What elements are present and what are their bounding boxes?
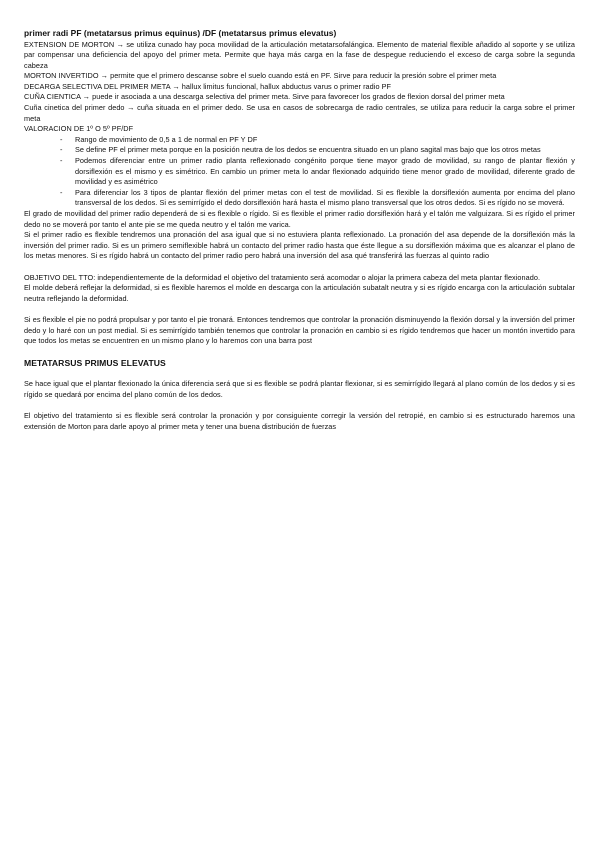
document-page bbox=[24, 28, 575, 432]
paragraph-flexible-radius: Si el primer radio es flexible tendremos una pronación del asa igual que si no estuviera planta reflexionado. La pronación del asa depende de la dorsiflexión más la inversión del primer radio. Si es un primero semiflexible habrá un contacto del primer radio hasta que éste llegue a su dorsiflexión máxima que es alcanzar el plano de los metas menores. Si es rígido habrá un contacto del primer radio pero habrá una inversión del asa qué transferirá las fuerzas al quinto radio bbox=[24, 230, 575, 261]
list-item: - Podemos diferenciar entre un primer radio planta reflexionado congénito porque tiene mayor grado de movilidad, su rango de plantar flexión y dorsiflexión es el mismo y es simétrico. En cambio un primer meta lo andar flexionado adquirido tiene menor grado de movilidad, diferente grado de movilidad y es asimétrico bbox=[24, 156, 575, 188]
paragraph-pronation-control: Si es flexible el pie no podrá propulsar y por tanto el pie tronará. Entonces tendremos que controlar la pronación disminuyendo la flexión dorsal y la inversión del primer dedo y lo haré con un post medial. Si es semirrígido también tenemos que controlar la pronación en cambio si es rígido tendremos que hacer un montón invertido para que todos los metas se encuentren en un mismo plano y lo haremos con una barra post bbox=[24, 314, 575, 346]
paragraph-mobility-grade: El grado de movilidad del primer radio dependerá de si es flexible o rígido. Si es flexible el primer radio dorsiflexión hará y el talón me valguizara. Si es rígido el primer dedo no se moverá por tanto el ante pie se me queda neutro y el talón me varica. bbox=[24, 209, 575, 229]
paragraph-elevatus-treatment: El objetivo del tratamiento si es flexible será controlar la pronación y por consiguiente corregir la versión del retropié, en cambio si es estructurado haremos una extensión de Morton para darle apoyo al primer meta y tener una buena distribución de fuerzas bbox=[24, 411, 575, 431]
paragraph-treatment-objective: OBJETIVO DEL TTO: independientemente de la deformidad el objetivo del tratamiento será acomodar o alojar la primera cabeza del meta plantar flexionado. bbox=[24, 272, 541, 282]
list-item: - Para diferenciar los 3 tipos de plantar flexión del primer metas con el test de movilidad. Si es flexible la dorsiflexión aumenta por encima del plano transversal de los dedos. Si es semirrígido el dedo dorsiflexión hará hasta el mismo plano transversal que los otros dedos. Si es rígido no se moverá. bbox=[24, 188, 575, 209]
spacer bbox=[24, 369, 575, 380]
bullet-list bbox=[24, 135, 575, 209]
section-heading-elevatus: METATARSUS PRIMUS ELEVATUS bbox=[24, 357, 166, 368]
paragraph-selective-unloading: DECARGA SELECTIVA DEL PRIMER META → hallux limitus funcional, hallux abductus varus o primer radio PF bbox=[24, 81, 392, 91]
paragraph-elevatus-description: Se hace igual que el plantar flexionado la única diferencia será que si es flexible se podrá plantar flexionar, si es semirrígido llegará al plano común de los dedos y si es rígido se quedará por encima del plano común de los dedos. bbox=[24, 379, 575, 399]
spacer bbox=[24, 262, 575, 273]
list-item: - Rango de movimiento de 0,5 a 1 de normal en PF Y DF bbox=[24, 135, 575, 146]
document-title: primer radi PF (metatarsus primus equinus) /DF (metatarsus primus elevatus) bbox=[24, 28, 337, 38]
paragraph-inverted-morton: MORTON INVERTIDO → permite que el primero descanse sobre el suelo cuando está en PF. Sirve para reducir la presión sobre el primer meta bbox=[24, 71, 497, 81]
spacer bbox=[24, 304, 575, 315]
paragraph-mold: El molde deberá reflejar la deformidad, si es flexible haremos el molde en descarga con la articulación subatalt neutra y si es rígido encarga con la articulación subtalar neutra reflejando la deformidad. bbox=[24, 283, 575, 303]
paragraph-first-toe-wedge: Cuña cinetica del primer dedo → cuña situada en el primer dedo. Se usa en casos de sobrecarga de radio centrales, se utiliza para reducir la carga sobre el primer meta bbox=[24, 103, 575, 123]
spacer bbox=[24, 401, 575, 412]
list-item: - Se define PF el primer meta porque en la posición neutra de los dedos se encuentra situado en un plano sagital mas bajo que los otros metas bbox=[24, 145, 575, 156]
paragraph-morton-extension: EXTENSION DE MORTON → se utiliza cunado hay poca movilidad de la articulación metatarsofalángica. Elemento de material flexible añadido al soporte y se utiliza par compensar una deficiencia del apoyo del primer meta. Permite que haya más carga en la fase de despegue reduciendo el exceso de carga sobre la segunda cabeza bbox=[24, 39, 575, 70]
paragraph-kinetic-wedge: CUÑA CIENTICA → puede ir asociada a una descarga selectiva del primer meta. Sirve para favorecer los grados de flexion dorsal del primer meta bbox=[24, 92, 505, 102]
section-label-valoracion: VALORACION DE 1º O 5º PF/DF bbox=[24, 124, 134, 134]
spacer bbox=[24, 347, 575, 357]
